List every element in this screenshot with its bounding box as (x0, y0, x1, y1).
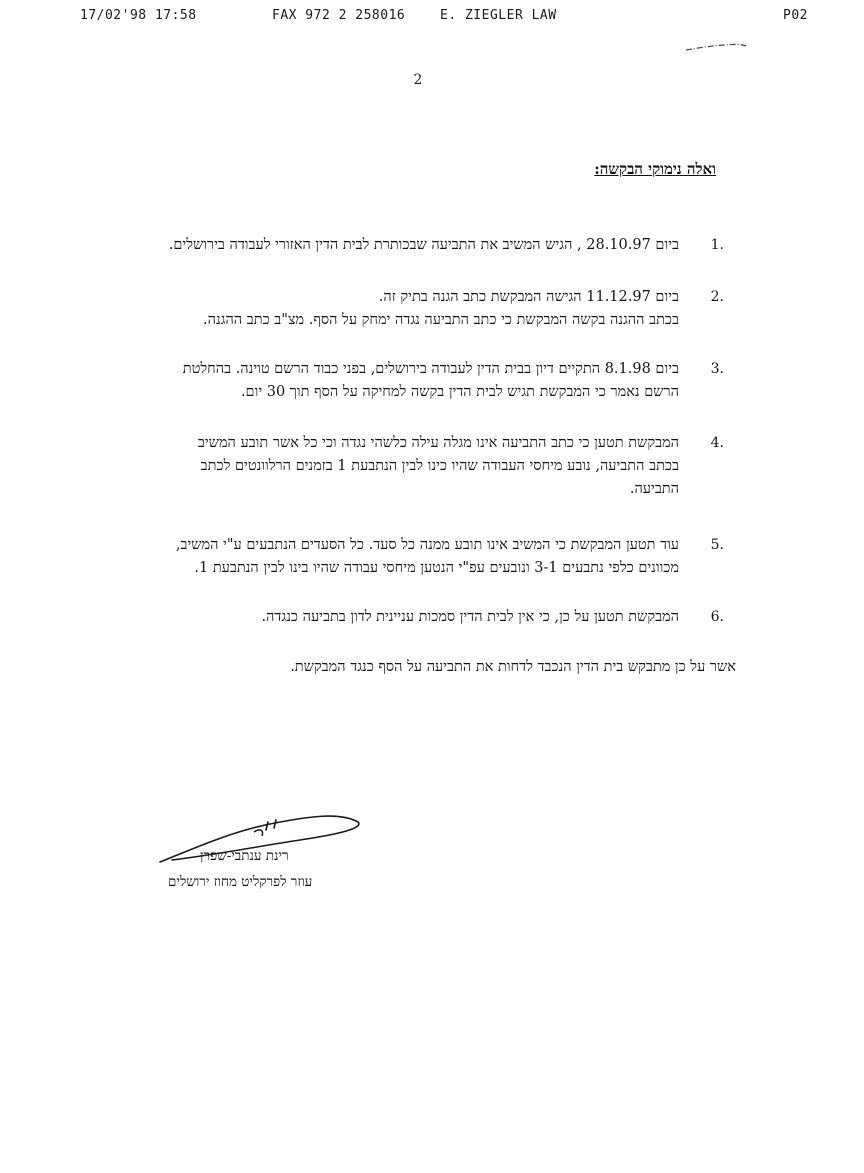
item-line: ביום 11.12.97 הגישה המבקשת כתב הגנה בתיק זה. (378, 289, 679, 305)
item-line: בכתב ההגנה בקשה המבקשת כי כתב התביעה נגדה ימחק על הסף. מצ"ב כתב ההגנה. (203, 312, 679, 328)
item-line: ביום 8.1.98 התקיים דיון בבית הדין לעבודה בירושלים, בפני כבוד הרשם טוינה. בהחלטת (182, 361, 679, 377)
item-number: 3. (710, 361, 724, 377)
item-text (134, 358, 679, 404)
item-text (134, 606, 679, 629)
item-number: 5. (710, 537, 724, 553)
item-line: בכתב התביעה, נובע מיחסי העבודה שהיו כינו לבין הנתבעת 1 בזמנים הרלוונטים לכתב (200, 458, 679, 474)
stray-pen-mark (684, 40, 748, 54)
item-text (134, 432, 679, 501)
item-line: התביעה. (629, 481, 679, 497)
item-line: המבקשת תטען כי כתב התביעה אינו מגלה עילה כלשהי נגדה וכי כל אשר תובע המשיב (197, 435, 679, 451)
item-line: ביום 28.10.97 , הגיש המשיב את התביעה שבכותרת לבית הדין האזורי לעבודה בירושלים. (168, 237, 679, 253)
signer-name: רינת ענתבי-שפרן (200, 848, 289, 864)
item-number: 1. (710, 237, 724, 253)
page-number: 2 (413, 72, 423, 88)
fax-header (0, 8, 864, 28)
conclusion-paragraph: אשר על כן מתבקש בית הדין הנכבד לדחות את התביעה על הסף כנגד המבקשת. (290, 659, 736, 675)
item-line: המבקשת תטען על כן, כי אין לבית הדין סמכות עניינית לדון בתביעה כנגדה. (261, 609, 679, 625)
item-number: 6. (710, 609, 724, 625)
item-line: עוד תטען המבקשת כי המשיב אינו תובע ממנה כל סעד. כל הסעדים הנתבעים ע"י המשיב, (175, 537, 679, 553)
item-text (134, 234, 679, 257)
fax-date-time: 17/02'98 17:58 (80, 8, 197, 23)
item-line: הרשם נאמר כי המבקשת תגיש לבית הדין בקשה למחיקה על הסף תוך 30 יום. (240, 384, 679, 400)
fax-page-code: P02 (783, 8, 808, 23)
item-line: מכוונים כלפי נתבעים 3-1 ונובעים עפ"י הנטען מיחסי עבודה שהיו בינו לבין הנתבעת 1. (194, 560, 679, 576)
item-text (134, 286, 679, 332)
item-text (134, 534, 679, 580)
signer-role: עוזר לפרקליט מחוז ירושלים (168, 874, 313, 890)
fax-sender-firm: E. ZIEGLER LAW (440, 8, 557, 23)
fax-number: FAX 972 2 258016 (272, 8, 406, 23)
item-number: 4. (710, 435, 724, 451)
section-title: ואלה נימוקי הבקשה: (594, 160, 716, 178)
item-number: 2. (710, 289, 724, 305)
